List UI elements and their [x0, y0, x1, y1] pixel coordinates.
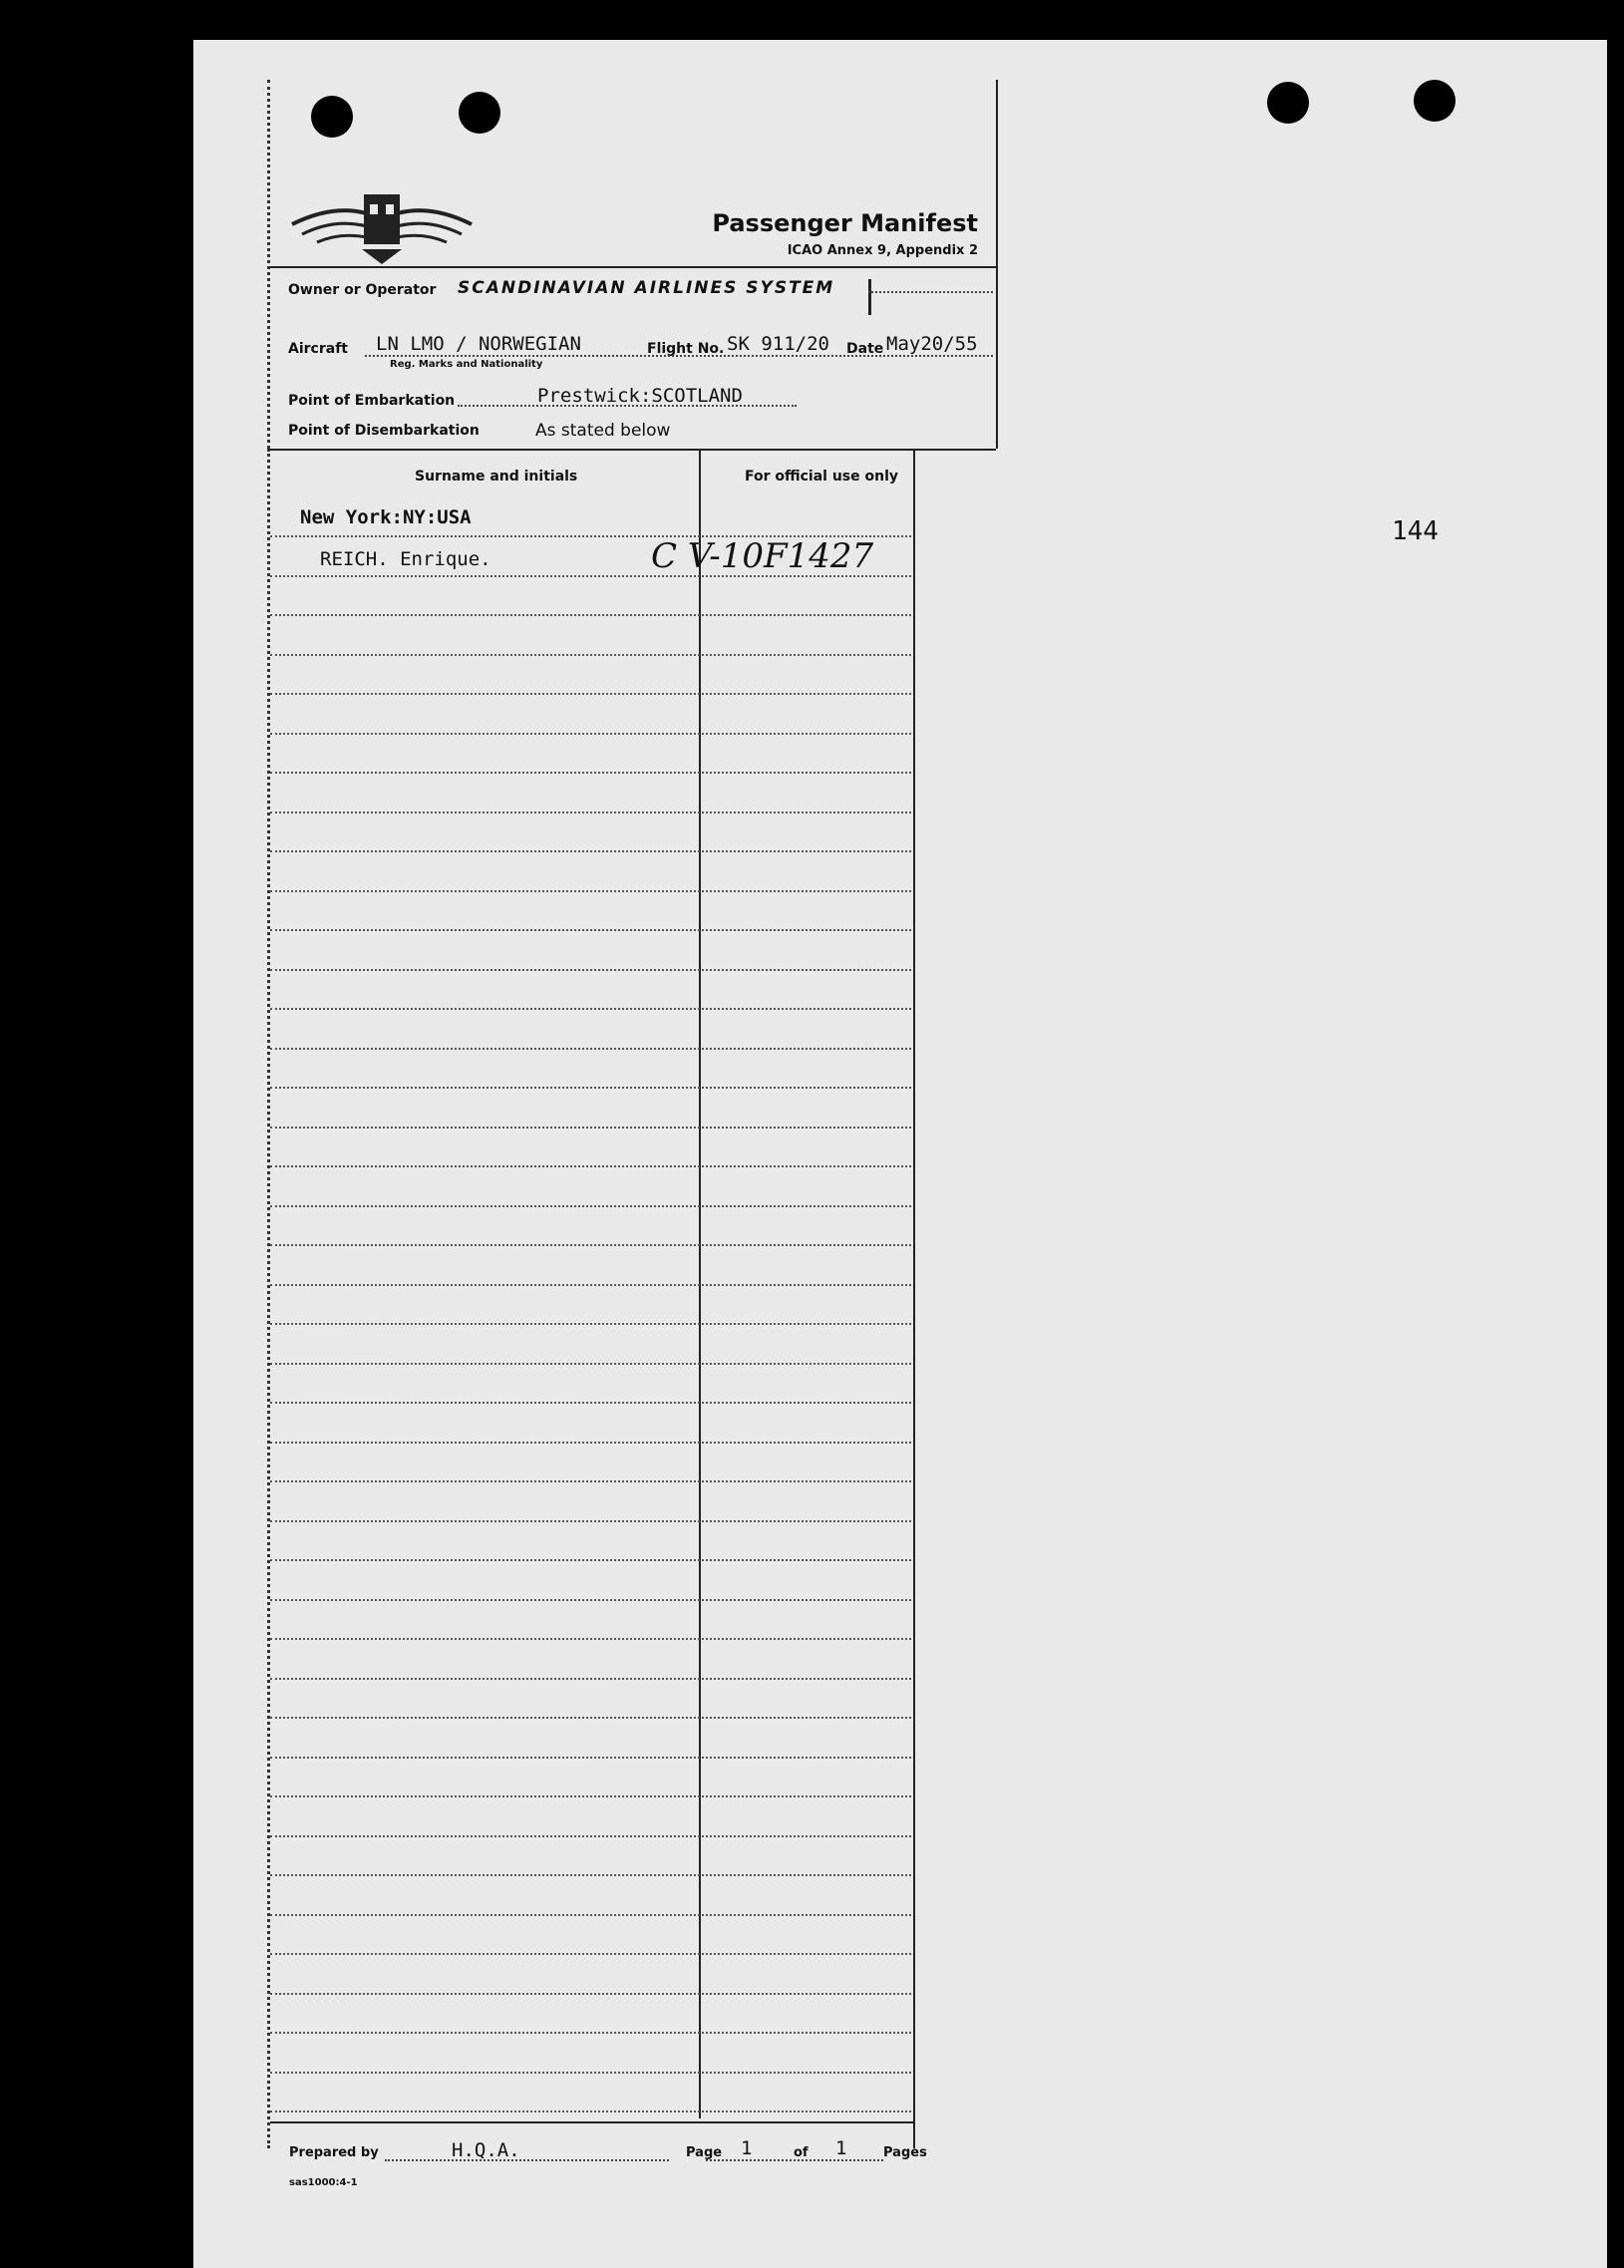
form-subtitle: ICAO Annex 9, Appendix 2 — [787, 243, 978, 258]
table-row-rule — [270, 1284, 911, 1286]
date-value: May20/55 — [886, 333, 978, 355]
prepared-label: Prepared by — [289, 2145, 379, 2160]
disembarkation-label: Point of Disembarkation — [288, 423, 480, 439]
table-row-rule — [270, 1717, 911, 1719]
table-row-rule — [270, 733, 911, 735]
table-row-rule — [270, 1520, 911, 1522]
table-row-rule — [270, 850, 911, 852]
table-row-rule — [270, 575, 911, 577]
table-row-rule — [270, 654, 911, 656]
table-row-rule — [270, 1914, 911, 1916]
disembarkation-value: As stated below — [535, 421, 671, 441]
table-row-rule — [270, 1638, 911, 1640]
table-row-rule — [270, 811, 911, 813]
table-row-rule — [270, 890, 911, 892]
date-label: Date — [846, 341, 884, 357]
flight-label: Flight No. — [647, 341, 725, 357]
table-row-rule — [270, 1402, 911, 1404]
table-row-rule — [270, 1599, 911, 1601]
table-row-rule — [270, 1165, 911, 1167]
prepared-dotline — [385, 2159, 669, 2161]
airline-logo-icon — [282, 179, 482, 269]
divider — [270, 266, 996, 268]
passenger-table — [267, 449, 915, 2148]
form-title: Passenger Manifest — [712, 209, 978, 237]
table-row-rule — [270, 1678, 911, 1680]
table-row-rule — [270, 614, 911, 616]
table-row-rule — [270, 1953, 911, 1955]
table-row-rule — [270, 1048, 911, 1050]
owner-dotline — [868, 291, 993, 293]
page-number: 144 — [1392, 516, 1439, 546]
table-bottom-rule — [270, 2121, 913, 2123]
table-row-rule — [270, 1559, 911, 1561]
table-row-rule — [270, 929, 911, 931]
flight-value: SK 911/20 — [727, 333, 829, 355]
col-surname-header: Surname and initials — [415, 469, 578, 485]
table-row-rule — [270, 1244, 911, 1246]
aircraft-sublabel: Reg. Marks and Nationality — [390, 359, 543, 370]
table-row-rule — [270, 1363, 911, 1365]
table-row-rule — [270, 2072, 911, 2074]
punch-hole — [1267, 82, 1309, 124]
table-row-rule — [270, 1993, 911, 1995]
table-row-rule — [270, 693, 911, 695]
table-row-rule — [270, 969, 911, 971]
table-row-rule — [270, 2032, 911, 2034]
table-row-rule — [270, 2110, 911, 2112]
table-row-rule — [270, 1757, 911, 1759]
of-label: of — [794, 2145, 809, 2160]
embarkation-label: Point of Embarkation — [288, 393, 456, 409]
prepared-value: H.Q.A. — [452, 2139, 520, 2161]
embarkation-dotline — [458, 405, 797, 407]
page-label: Page — [686, 2145, 723, 2160]
table-row-rule — [270, 535, 911, 537]
table-row-rule — [270, 1835, 911, 1837]
pen-mark — [868, 279, 871, 315]
table-row-rule — [270, 1795, 911, 1797]
table-row-rule — [270, 1205, 911, 1207]
aircraft-value: LN LMO / NORWEGIAN — [376, 333, 581, 355]
page-value: 1 — [741, 2137, 753, 2159]
aircraft-dotline — [365, 355, 993, 357]
col-official-header: For official use only — [745, 469, 899, 485]
manifest-form — [267, 80, 995, 2188]
page-dotline — [706, 2159, 883, 2161]
official-note: C V-10F1427 — [651, 536, 874, 576]
passenger-entry: REICH. Enrique. — [320, 548, 491, 570]
table-row-rule — [270, 1480, 911, 1482]
aircraft-label: Aircraft — [288, 341, 348, 357]
table-row-rule — [270, 1127, 911, 1129]
table-row-rule — [270, 1442, 911, 1444]
pages-label: Pages — [883, 2145, 927, 2160]
table-row-rule — [270, 1087, 911, 1089]
table-row-rule — [270, 772, 911, 774]
of-value: 1 — [835, 2137, 847, 2159]
punch-hole — [1414, 80, 1456, 122]
embarkation-value: Prestwick:SCOTLAND — [537, 385, 743, 407]
form-header — [267, 80, 998, 449]
table-row-rule — [270, 1008, 911, 1010]
owner-label: Owner or Operator — [288, 282, 437, 298]
table-row-rule — [270, 1874, 911, 1876]
form-code: sas1000:4-1 — [289, 2177, 358, 2188]
table-row-rule — [270, 1323, 911, 1325]
destination-entry: New York:NY:USA — [300, 506, 472, 528]
owner-value: SCANDINAVIAN AIRLINES SYSTEM — [458, 278, 835, 298]
